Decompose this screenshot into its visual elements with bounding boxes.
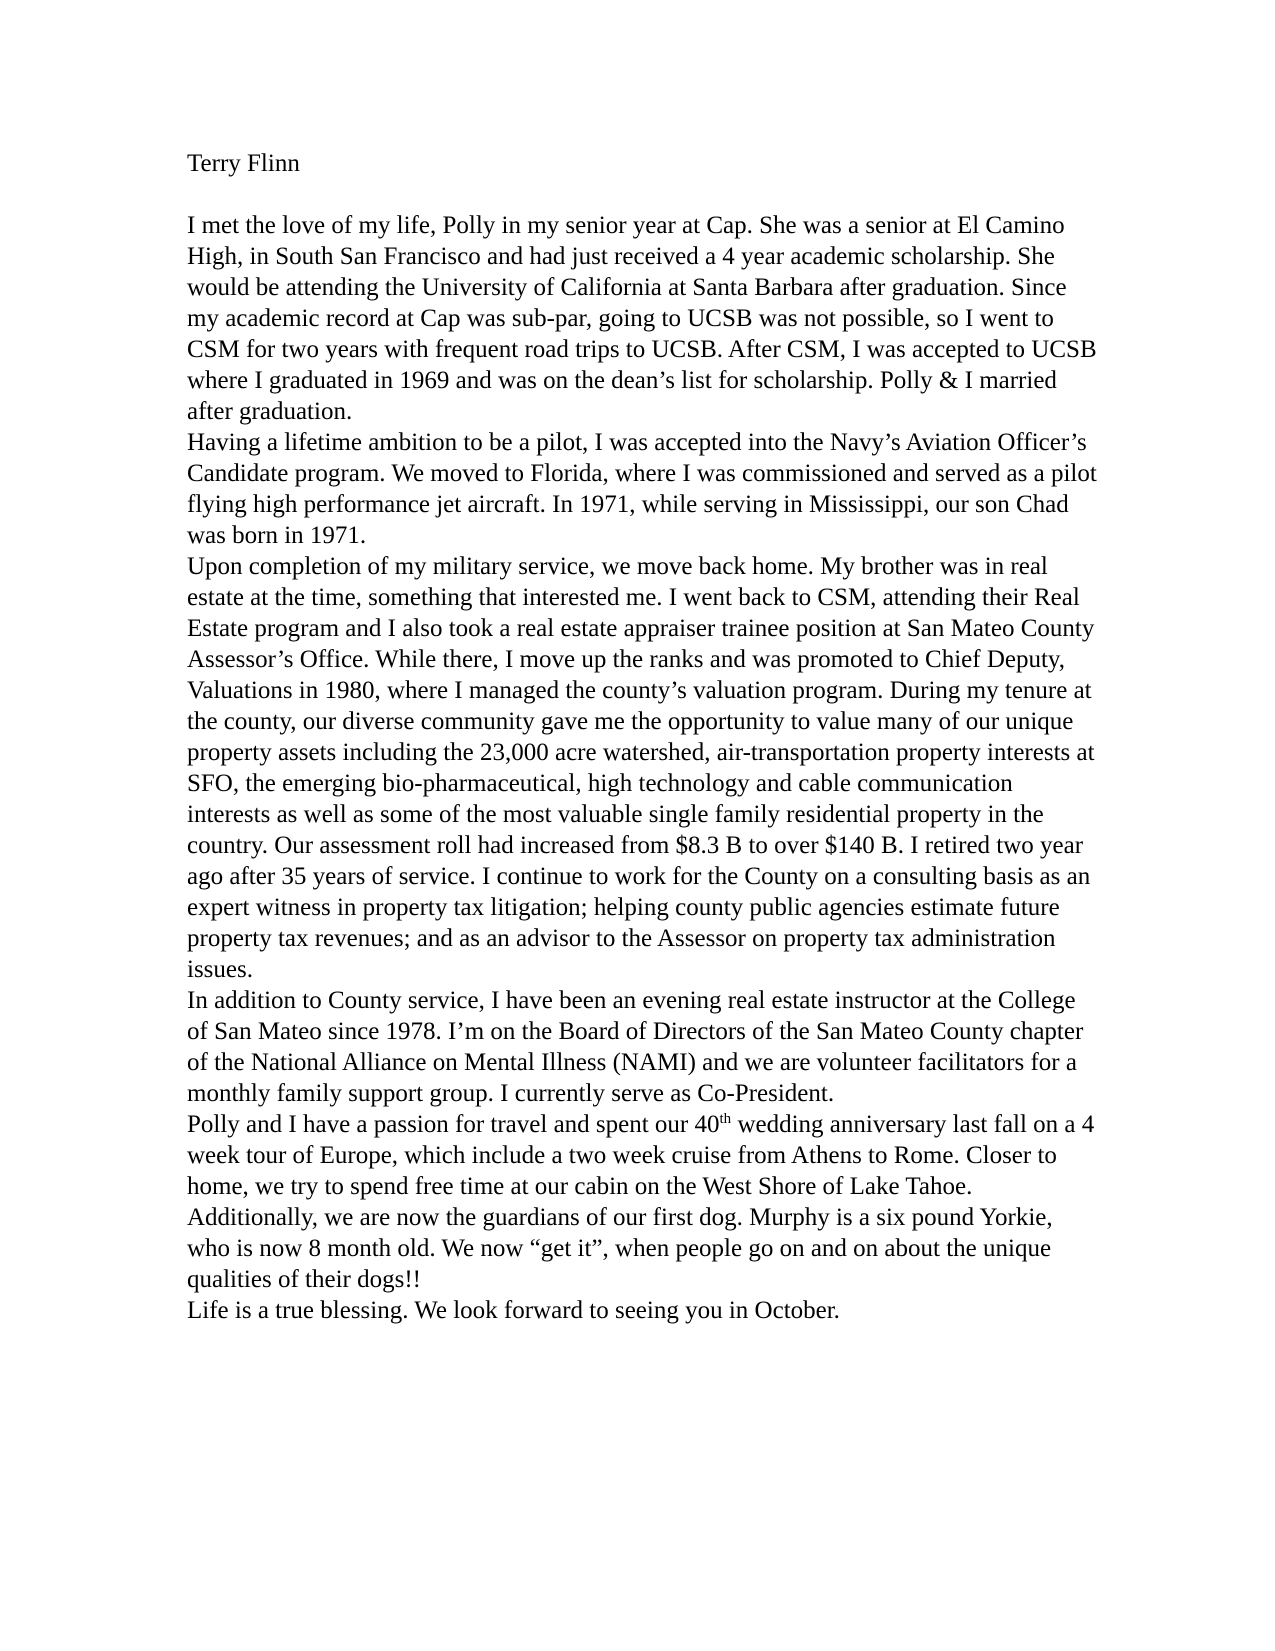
travel-text-start: Polly and I have a passion for travel and spent our 40	[187, 1111, 720, 1138]
paragraph-navy-service: Having a lifetime ambition to be a pilot, I was accepted into the Navy’s Aviation Officer’s Candidate program. We moved to Florida, where I was commissioned and served as a pilot flying high performance jet aircraft. In 1971, while serving in Mississippi, our son Chad was born in 1971.	[187, 429, 1097, 549]
ordinal-suffix: th	[719, 1111, 732, 1127]
paragraph-education: I met the love of my life, Polly in my senior year at Cap. She was a senior at El Camino High, in South San Francisco and had just received a 4 year academic scholarship. She would be attending the University of California at Santa Barbara after graduation. Since my academic record at Cap was sub-par, going to UCSB was not possible, so I went to CSM for two years with frequent road trips to UCSB. After CSM, I was accepted to UCSB where I graduated in 1969 and was on the dean’s list for scholarship. Polly & I married after graduation.	[187, 212, 1097, 425]
document-body	[187, 148, 1097, 1326]
paragraph-career: Upon completion of my military service, we move back home. My brother was in real estate at the time, something that interested me. I went back to CSM, attending their Real Estate program and I also took a real estate appraiser trainee position at San Mateo County Assessor’s Office. While there, I move up the ranks and was promoted to Chief Deputy, Valuations in 1980, where I managed the county’s valuation program. During my tenure at the county, our diverse community gave me the opportunity to value many of our unique property assets including the 23,000 acre watershed, air-transportation property interests at SFO, the emerging bio-pharmaceutical, high technology and cable communication interests as well as some of the most valuable single family residential property in the country. Our assessment roll had increased from $8.3 B to over $140 B. I retired two year ago after 35 years of service. I continue to work for the County on a consulting basis as an expert witness in property tax litigation; helping county public agencies estimate future property tax revenues; and as an advisor to the Assessor on property tax administration issues.	[187, 553, 1095, 983]
travel-text-end: wedding anniversary last fall on a 4 week tour of Europe, which include a two week cruise from Athens to Rome. Closer to home, we try to spend free time at our cabin on the West Shore of Lake Tahoe. Additionally, we are now the guardians of our first dog. Murphy is a six pound Yorkie, who is now 8 month old. We now “get it”, when people go on and on about the unique qualities of their dogs!!	[187, 1111, 1095, 1293]
author-name: Terry Flinn	[187, 150, 300, 177]
paragraph-closing: Life is a true blessing. We look forward to seeing you in October.	[187, 1297, 840, 1324]
paragraph-travel	[187, 1109, 1097, 1295]
paragraph-volunteer: In addition to County service, I have been an evening real estate instructor at the College of San Mateo since 1978. I’m on the Board of Directors of the San Mateo County chapter of the National Alliance on Mental Illness (NAMI) and we are volunteer facilitators for a monthly family support group. I currently serve as Co-President.	[187, 987, 1084, 1107]
